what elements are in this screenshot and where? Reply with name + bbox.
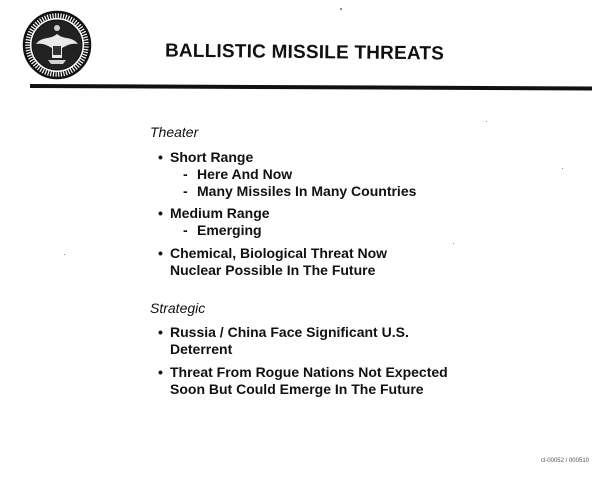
sub-item-many-missiles: - Many Missiles In Many Countries [183,183,417,199]
bullet-text: Threat From Rogue Nations Not Expected [170,364,448,380]
sub-item-text: Here And Now [197,166,293,182]
bullet-chemical-biological-cont [170,262,375,279]
bullet-russia-china [158,324,409,341]
document-reference-code: cl-00052 / 000510 [540,458,589,464]
bullet-text: Russia / China Face Significant U.S. [170,324,409,340]
slide-title: BALLISTIC MISSILE THREATS [164,40,445,65]
bullet-dot-icon: • [158,205,163,221]
sub-item-emerging: - Emerging [183,222,262,238]
sub-item-text: Many Missiles In Many Countries [197,183,417,199]
scan-speck [340,8,342,10]
sub-item-here-and-now: - Here And Now [183,166,293,182]
bullet-text: Chemical, Biological Threat Now [170,245,388,261]
bullet-dot-icon: • [158,324,163,340]
bullet-russia-china-cont [170,341,232,358]
bullet-medium-range [158,205,270,222]
bullet-text: Deterrent [170,341,233,357]
bullet-dot-icon: • [158,245,163,261]
bullet-text: Medium Range [170,205,270,221]
bullet-text: Short Range [170,149,254,165]
scan-speck [64,254,65,255]
bullet-dot-icon: • [158,149,163,165]
scan-speck [453,243,454,244]
bullet-dot-icon: • [158,364,163,380]
bullet-rogue-nations [158,364,448,381]
bullet-text: Nuclear Possible In The Future [170,262,376,278]
section-heading-strategic: Strategic [150,300,206,316]
scan-speck [486,121,487,122]
bullet-short-range [158,149,253,166]
bullet-rogue-nations-cont [170,381,424,398]
bullet-text: Soon But Could Emerge In The Future [170,381,424,397]
sub-item-text: Emerging [197,222,262,238]
bullet-chemical-biological [158,245,387,262]
scan-speck [562,168,563,169]
section-heading-theater: Theater [150,124,199,140]
